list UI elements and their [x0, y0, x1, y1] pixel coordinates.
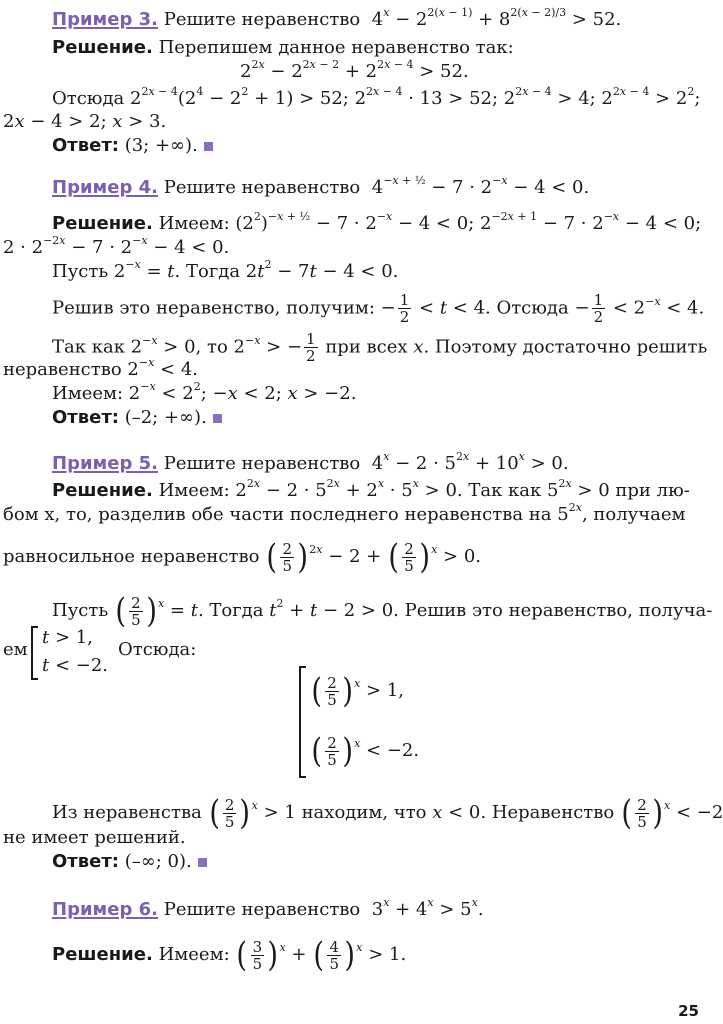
example-5-label: Пример 5. — [52, 453, 158, 474]
example-4-then2: то — [207, 336, 228, 358]
example-4-label: Пример 4. — [52, 177, 158, 198]
example-4-solution-label: Решение. — [52, 213, 153, 234]
example-6-heading: Пример 6. Решите неравенство $3^x + 4^x > 5^x$. — [52, 896, 484, 920]
example-4-since-text: Так как — [52, 336, 125, 358]
example-4-for-all: при всех — [325, 336, 408, 358]
system-bracket-2 — [299, 666, 306, 778]
example-5-heading: Пример 5. Решите неравенство $4^x - 2 \cdot 5^{2x} + 10^x > 0$. — [52, 450, 569, 474]
example-5-line2-text: бом x, то, разделив обе части последнего неравенства на — [3, 504, 552, 525]
example-5-solving: Решив это неравенство, получа- — [404, 600, 713, 621]
example-4-solving: Решив это неравенство, получим: − $\frac{1}{2}$ < t < 4. Отсюда − $\frac{1}{2}$ < $2^{-x} < 4$. — [52, 291, 705, 326]
example-5-em — [3, 640, 28, 660]
example-4-answer-label: Ответ: — [52, 407, 119, 428]
example-5-line2: бом x, то, разделив обе части последнего неравенства на $5^{2x}$, получаем — [3, 501, 686, 525]
system2-row-1: ( $\frac{2}{5}$ )$^x$ > 1, — [311, 671, 404, 711]
example-3-label: Пример 3. — [52, 9, 158, 30]
example-5-for-any: при лю- — [615, 480, 690, 501]
example-6-solution: Решение. Имеем: ( $\frac{3}{5}$ )$^x$ + ( $\frac{4}{5}$ )$^x$ > 1. — [52, 935, 407, 975]
example-5-equiv: равносильное неравенство ( $\frac{2}{5}$ )$^{2x}$ − 2 + ( $\frac{2}{5}$ )$^x$ > 0. — [3, 537, 481, 577]
example-4-answer-value: (–2; +∞). — [124, 407, 207, 428]
example-6-task: Решите неравенство — [163, 899, 361, 920]
example-4-substitution: Пусть $2^{-x} = t$. Тогда $2t^2 - 7t - 4 < 0$. — [52, 258, 399, 282]
example-3-derivation-end: 2x − 4 > 2; x > 3. — [3, 111, 167, 132]
example-4-then: Тогда — [185, 261, 241, 282]
example-3-heading: Пример 3. Решите неравенство $4^x - 2^{2(x - 1)} + 8^{2(x - 2)/3} > 52$. — [52, 6, 622, 30]
example-5-then: Тогда — [209, 600, 264, 621]
example-4-task: Решите неравенство — [163, 177, 361, 198]
page-number: 25 — [678, 1002, 699, 1020]
example-6-solution-text: Имеем: — [158, 944, 230, 965]
example-5-no-solutions — [3, 828, 186, 848]
example-4-solution-text: Имеем: — [158, 213, 230, 234]
example-3-rewrite: $2^{2x} - 2^{2x - 2} + 2^{2x - 4} > 52$. — [240, 58, 469, 82]
example-5-solution: Решение. Имеем: $2^{2x} - 2 \cdot 5^{2x} + 2^x \cdot 5^x > 0$. Так как $5^{2x} > 0$ при лю- — [52, 477, 690, 501]
example-4-answer — [52, 408, 222, 428]
example-5-since: Так как — [468, 480, 542, 501]
example-5-obtain: получаем — [593, 504, 686, 525]
example-3-answer — [52, 136, 213, 156]
example-4-have: Имеем: $2^{-x} < 2^2$; −x < 2; x > −2. — [52, 380, 357, 404]
example-3-solution-text: Перепишем данное неравенство так: — [158, 37, 514, 58]
example-5-from-ineq: Из неравенства ( $\frac{2}{5}$ )$^x$ > 1 находим, что x < 0. Неравенство ( $\frac{2}{5}$ )$^x$ < −2 — [52, 793, 723, 833]
example-4-solving-text: Решив это неравенство, получим: — [52, 297, 375, 319]
system-row-1: t > 1, — [42, 627, 93, 648]
example-3-derivation: Отсюда $2^{2x - 4}(2^4 - 2^2 + 1) > 52$; $2^{2x - 4} \cdot 13 > 52$; $2^{2x - 4} > 4$; $2^{2x - 4} > 2^2$; — [52, 85, 701, 109]
system-row-2: t < −2. — [42, 655, 109, 676]
example-4-line2: $2 \cdot 2^{-2x} - 7 \cdot 2^{-x} - 4 < 0$. — [3, 234, 230, 258]
system2-row-2: ( $\frac{2}{5}$ )$^x$ < −2. — [311, 731, 420, 771]
example-4-solution: Решение. Имеем: $(2^2)^{-x + \frac{1}{2}} - 7 \cdot 2^{-x} - 4 < 0$; $2^{-2x + 1} - 7 \cdot 2^{-x} - 4 < 0$; — [52, 210, 702, 234]
example-5-ineq-word: Неравенство — [491, 802, 615, 823]
example-5-answer-label: Ответ: — [52, 851, 119, 872]
example-5-let: Пусть — [52, 600, 109, 621]
example-5-substitution: Пусть ( $\frac{2}{5}$ )$^x$ = t. Тогда $t^2 + t - 2 > 0$. Решив это неравенство, получа- — [52, 591, 713, 631]
example-5-from-here-text: Отсюда: — [118, 639, 197, 660]
example-5-no-sol-text: не имеет решений. — [3, 827, 186, 848]
example-5-equiv-text: равносильное неравенство — [3, 546, 260, 567]
example-5-answer-value: (–∞; 0). — [124, 851, 192, 872]
example-6-solution-label: Решение. — [52, 944, 153, 965]
end-square-icon — [213, 414, 222, 423]
example-5-em-text: ем — [3, 639, 28, 660]
example-5-answer — [52, 852, 207, 872]
example-3-solution — [52, 38, 514, 58]
example-4-therefore: Поэтому достаточно решить — [434, 336, 708, 358]
example-3-solution-label: Решение. — [52, 37, 153, 58]
example-4-let: Пусть — [52, 261, 109, 282]
example-4-ineq-word: неравенство — [3, 359, 122, 380]
example-5-solution-text: Имеем: — [158, 480, 230, 501]
example-5-solution-label: Решение. — [52, 480, 153, 501]
example-3-answer-label: Ответ: — [52, 135, 119, 156]
example-3-answer-value: (3; +∞). — [124, 135, 198, 156]
example-4-from-here: Отсюда — [496, 297, 569, 319]
example-4-have-text: Имеем: — [52, 383, 124, 404]
example-6-label: Пример 6. — [52, 899, 158, 920]
example-5-from-ineq-text: Из неравенства — [52, 802, 202, 823]
example-3-task: Решите неравенство — [163, 9, 361, 30]
end-square-icon — [204, 142, 213, 151]
system-bracket — [31, 626, 38, 680]
end-square-icon — [198, 858, 207, 867]
example-4-heading: Пример 4. Решите неравенство $4^{-x + \frac{1}{2}} - 7 \cdot 2^{-x} - 4 < 0$. — [52, 174, 590, 198]
example-3-from-here: Отсюда — [52, 88, 125, 109]
example-5-from-here — [118, 640, 196, 660]
example-5-task: Решите неравенство — [163, 453, 361, 474]
example-5-find: находим, что — [301, 802, 427, 823]
example-4-since: Так как $2^{-x} > 0$, то $2^{-x}$ > − $\frac{1}{2}$ при всех x. Поэтому достаточно решить — [52, 330, 708, 365]
example-4-ineq: неравенство $2^{-x} < 4$. — [3, 356, 199, 380]
